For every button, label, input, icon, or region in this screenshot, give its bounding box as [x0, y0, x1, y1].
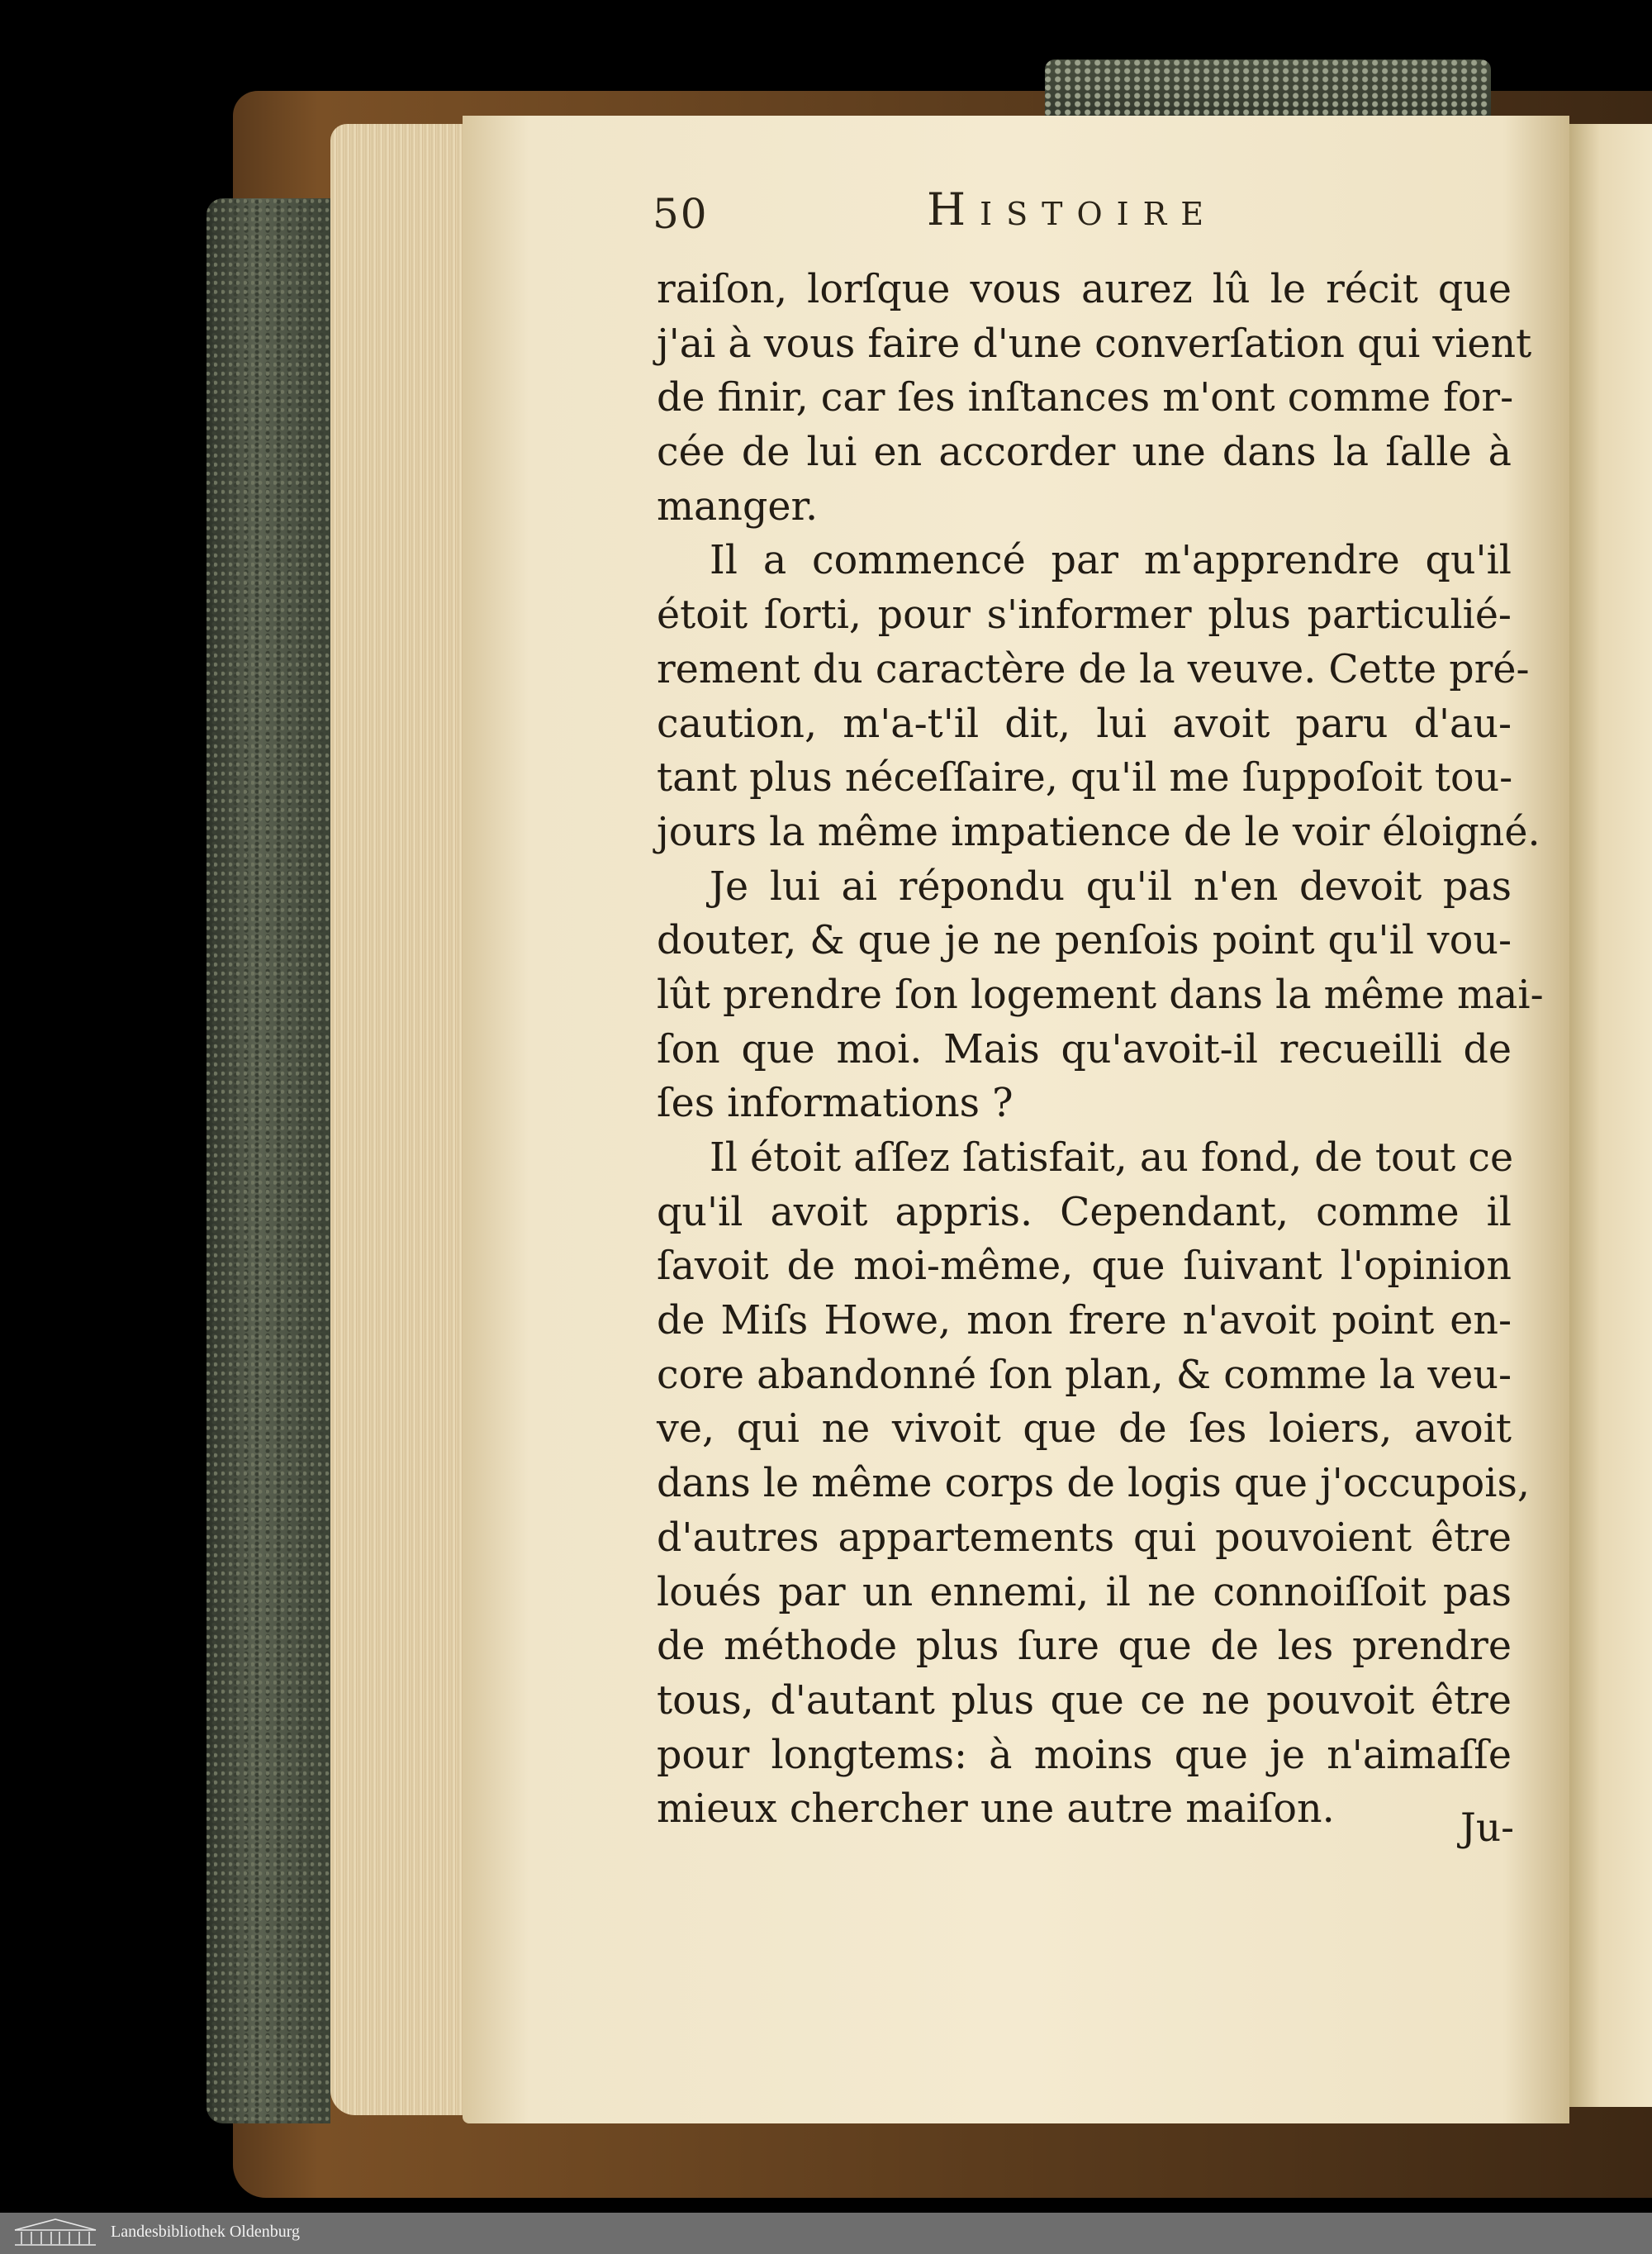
text-line: core abandonné ſon plan, & comme la veu-: [657, 1352, 1512, 1398]
text-line: étoit ſorti, pour s'informer plus particulié-: [657, 592, 1512, 639]
text-line: caution, m'a-t'il dit, lui avoit paru d'au-: [657, 701, 1512, 747]
body-text: [657, 263, 1544, 1837]
library-building-icon: [10, 2217, 101, 2248]
text-line: de Miſs Howe, mon frere n'avoit point en-: [657, 1298, 1512, 1344]
text-line: cée de lui en accorder une dans la ſalle à: [657, 430, 1512, 476]
text-line: ſavoit de moi-même, que ſuivant l'opinion: [657, 1244, 1512, 1290]
library-name: Landesbibliothek Oldenburg: [111, 2223, 301, 2241]
text-line: Il a commencé par m'apprendre qu'il: [710, 538, 1512, 584]
page-header: [653, 183, 1247, 241]
text-line: pour longtems: à moins que je n'aimaſſe: [657, 1732, 1512, 1778]
text-line: manger.: [657, 483, 819, 530]
page-edges: [330, 124, 471, 2115]
text-line: qu'il avoit appris. Cependant, comme il: [657, 1189, 1512, 1235]
text-line: Je lui ai répondu qu'il n'en devoit pas: [710, 863, 1512, 910]
text-line: d'autres appartements qui pouvoient être: [657, 1515, 1512, 1561]
text-line: tant plus néceſſaire, qu'il me ſuppoſoit tou-: [657, 755, 1513, 801]
text-line: de méthode plus ſure que de les prendre: [657, 1624, 1512, 1670]
text-line: mieux chercher une autre maiſon.: [657, 1786, 1335, 1833]
text-line: douter, & que je ne penſois point qu'il vou-: [657, 918, 1512, 964]
text-line: lût prendre ſon logement dans la même mai-: [657, 972, 1544, 1018]
text-line: dans le même corps de logis que j'occupois,: [657, 1461, 1530, 1507]
text-line: de finir, car ſes inſtances m'ont comme for-: [657, 375, 1514, 421]
text-line: ſes informations ?: [657, 1081, 1014, 1127]
facing-page-edge: [1565, 124, 1652, 2107]
text-line: ſon que moi. Mais qu'avoit-il recueilli de: [657, 1026, 1512, 1072]
marbled-binding-edge: [206, 198, 330, 2123]
text-line: ve, qui ne vivoit que de ſes loiers, avoit: [657, 1406, 1512, 1453]
footer-bar: [0, 2213, 1652, 2254]
text-line: jours la même impatience de le voir éloigné.: [657, 809, 1540, 855]
text-line: Il étoit aſſez ſatisfait, au fond, de tout ce: [710, 1135, 1514, 1181]
text-line: loués par un ennemi, il ne connoiſſoit pas: [657, 1569, 1512, 1615]
text-line: tous, d'autant plus que ce ne pouvoit être: [657, 1677, 1512, 1724]
page-number: 50: [653, 190, 709, 238]
running-title: Histoire: [927, 183, 1218, 235]
text-line: j'ai à vous faire d'une converſation qui vient: [657, 321, 1532, 367]
catchword: Ju-: [1460, 1805, 1514, 1851]
text-line: raiſon, lorſque vous aurez lû le récit que: [657, 267, 1512, 312]
text-line: rement du caractère de la veuve. Cette pré-: [657, 646, 1530, 692]
